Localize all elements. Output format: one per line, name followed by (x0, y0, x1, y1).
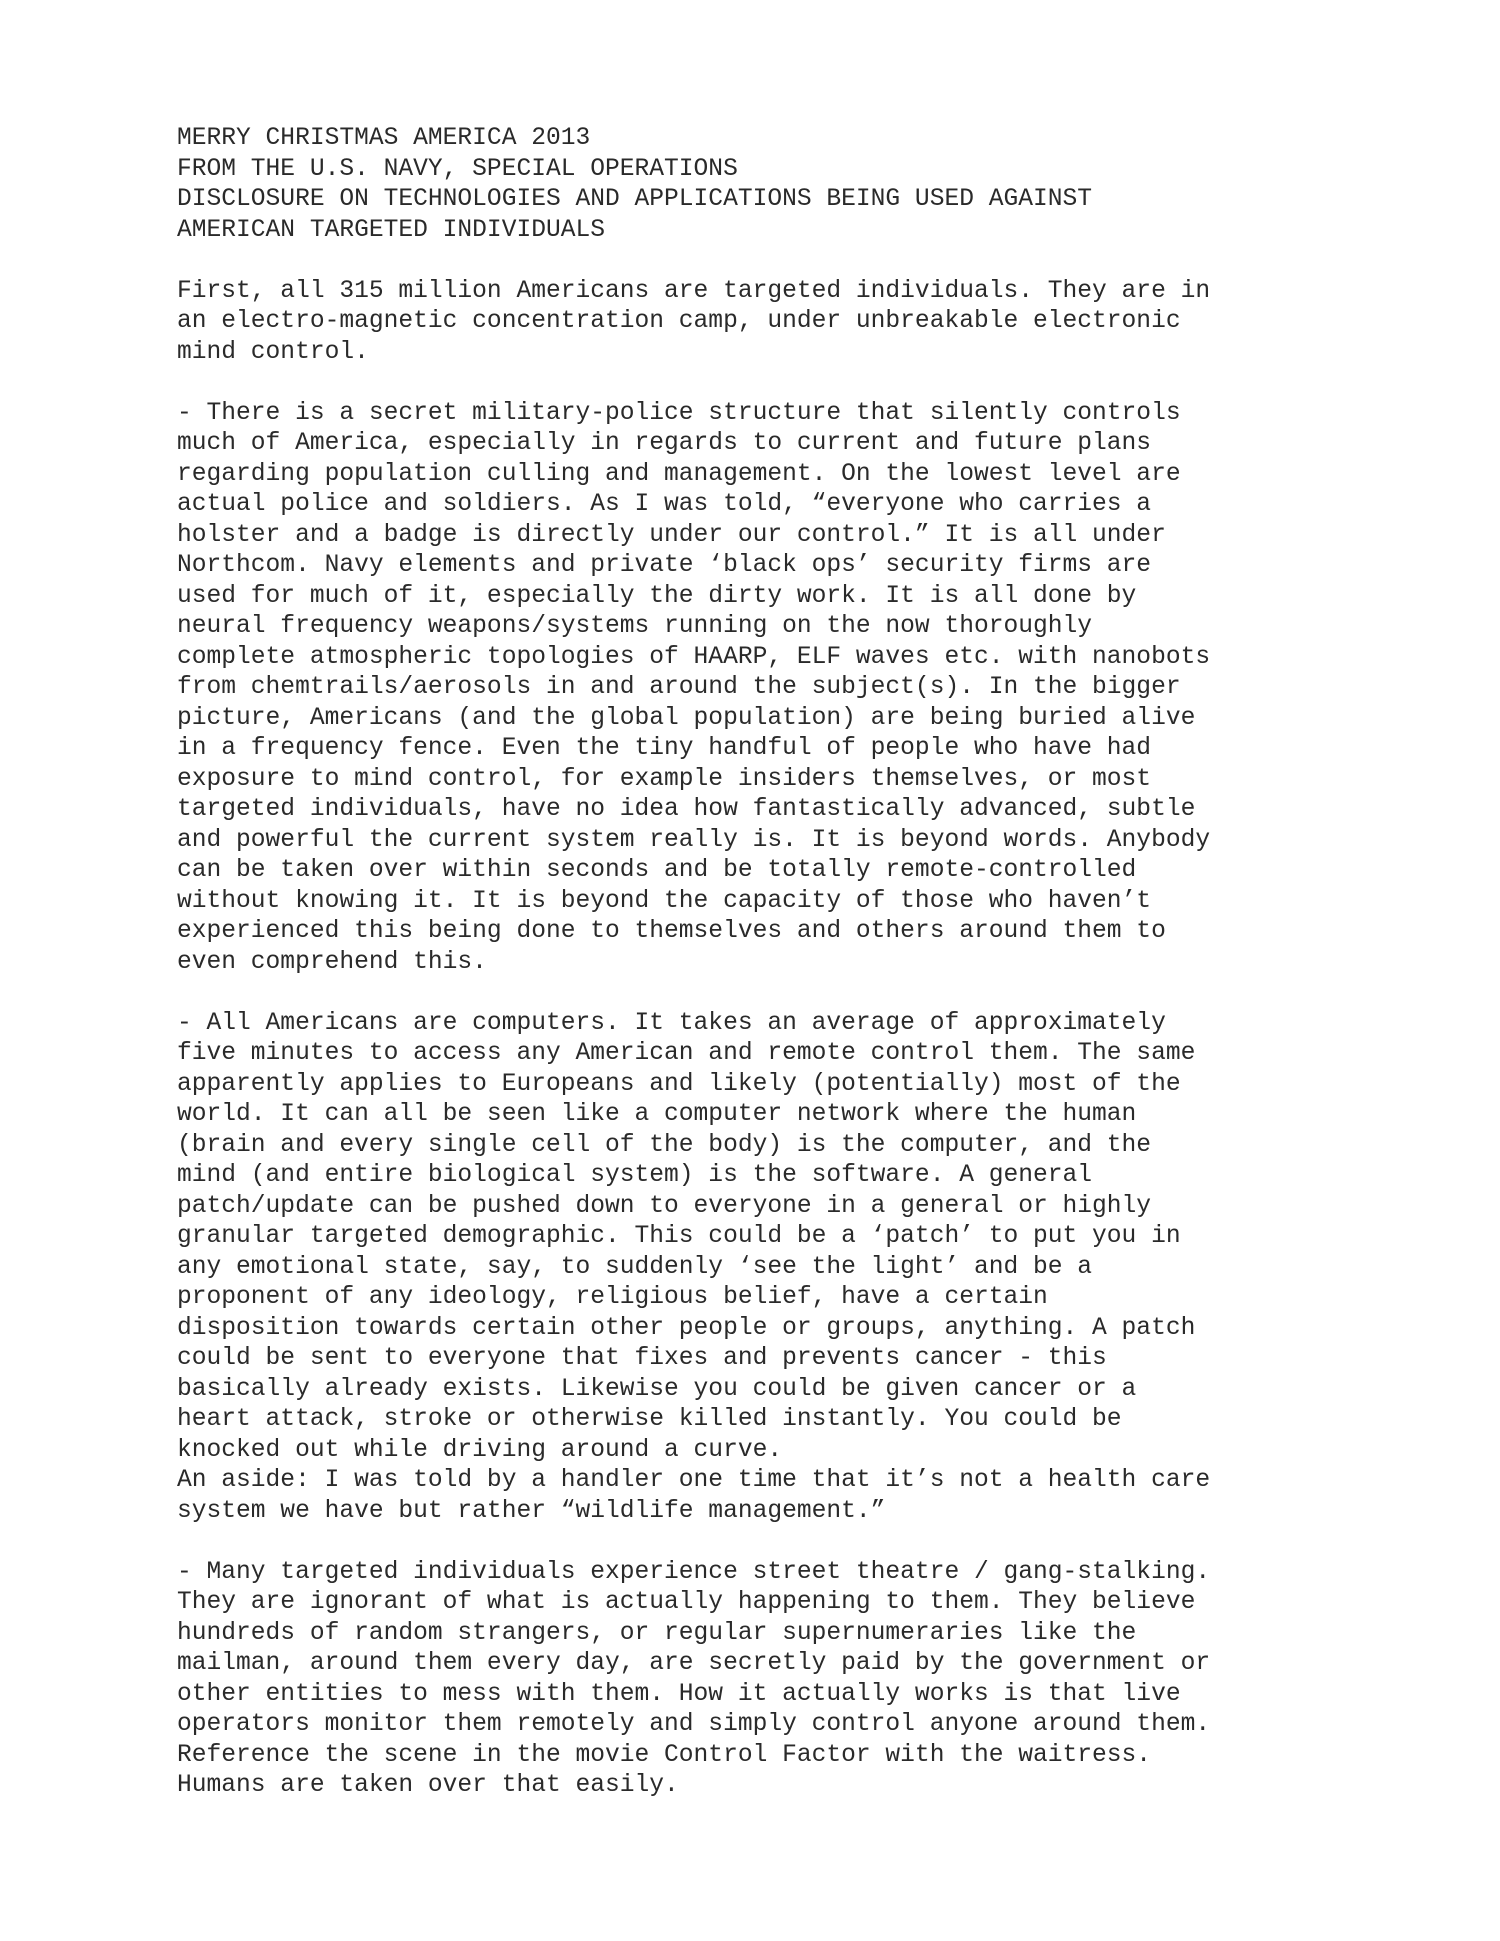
text-line: actual police and soldiers. As I was told, “everyone who carries a (177, 491, 1152, 518)
text-line: basically already exists. Likewise you could be given cancer or a (177, 1375, 1137, 1403)
paragraph-gang-stalking (177, 1558, 1357, 1802)
text-line: apparently applies to Europeans and likely (potentially) most of the (177, 1070, 1181, 1098)
text-line: Humans are taken over that easily. (177, 1772, 679, 1799)
paragraph-spacer (177, 1527, 1357, 1558)
document-header (177, 124, 1357, 246)
text-line: holster and a badge is directly under our control.” It is all under (177, 521, 1166, 549)
paragraph-computers (177, 1009, 1357, 1528)
paragraph-intro (177, 277, 1357, 369)
text-line: five minutes to access any American and remote control them. The same (177, 1040, 1196, 1067)
document-page (177, 124, 1357, 1802)
text-line: can be taken over within seconds and be totally remote-controlled (177, 857, 1137, 884)
text-line: an electro-magnetic concentration camp, under unbreakable electronic (177, 308, 1181, 335)
text-line: targeted individuals, have no idea how fantastically advanced, subtle (177, 796, 1196, 823)
text-line: could be sent to everyone that fixes and prevents cancer - this (177, 1345, 1107, 1372)
text-line: First, all 315 million Americans are targeted individuals. They are in (177, 277, 1211, 305)
text-line: They are ignorant of what is actually happening to them. They believe (177, 1589, 1196, 1616)
text-line: - Many targeted individuals experience street theatre / gang-stalking. (177, 1558, 1211, 1586)
text-line: knocked out while driving around a curve. (177, 1436, 783, 1464)
text-line: much of America, especially in regards to current and future plans (177, 430, 1152, 457)
paragraph-spacer (177, 978, 1357, 1009)
text-line: and powerful the current system really is. It is beyond words. Anybody (177, 826, 1211, 854)
text-line: without knowing it. It is beyond the capacity of those who haven’t (177, 887, 1152, 915)
text-line: complete atmospheric topologies of HAARP, ELF waves etc. with nanobots (177, 643, 1211, 671)
text-line: disposition towards certain other people or groups, anything. A patch (177, 1314, 1196, 1342)
text-line: operators monitor them remotely and simply control anyone around them. (177, 1711, 1211, 1738)
text-line: other entities to mess with them. How it actually works is that live (177, 1680, 1181, 1708)
text-line: An aside: I was told by a handler one time that it’s not a health care (177, 1467, 1211, 1494)
text-line: mailman, around them every day, are secretly paid by the government or (177, 1650, 1211, 1677)
text-line: heart attack, stroke or otherwise killed instantly. You could be (177, 1406, 1122, 1433)
text-line: system we have but rather “wildlife management.” (177, 1497, 886, 1525)
paragraph-spacer (177, 246, 1357, 277)
text-line: regarding population culling and management. On the lowest level are (177, 460, 1181, 488)
header-line: DISCLOSURE ON TECHNOLOGIES AND APPLICATIONS BEING USED AGAINST (177, 186, 1093, 213)
text-line: exposure to mind control, for example insiders themselves, or most (177, 765, 1152, 793)
text-line: used for much of it, especially the dirty work. It is all done by (177, 582, 1137, 610)
text-line: Reference the scene in the movie Control Factor with the waitress. (177, 1741, 1152, 1769)
text-line: any emotional state, say, to suddenly ‘see the light’ and be a (177, 1253, 1093, 1281)
text-line: granular targeted demographic. This could be a ‘patch’ to put you in (177, 1223, 1181, 1250)
text-line: experienced this being done to themselves and others around them to (177, 918, 1166, 945)
paragraph-military-police (177, 399, 1357, 979)
text-line: (brain and every single cell of the body) is the computer, and the (177, 1131, 1152, 1159)
text-line: world. It can all be seen like a computer network where the human (177, 1101, 1137, 1128)
text-line: Northcom. Navy elements and private ‘black ops’ security firms are (177, 552, 1152, 579)
text-line: neural frequency weapons/systems running on the now thoroughly (177, 613, 1093, 640)
paragraph-spacer (177, 368, 1357, 399)
text-line: even comprehend this. (177, 948, 487, 976)
text-line: picture, Americans (and the global population) are being buried alive (177, 704, 1196, 732)
text-line: in a frequency fence. Even the tiny handful of people who have had (177, 735, 1152, 762)
text-line: mind (and entire biological system) is the software. A general (177, 1162, 1093, 1189)
header-line: FROM THE U.S. NAVY, SPECIAL OPERATIONS (177, 155, 738, 183)
text-line: hundreds of random strangers, or regular supernumeraries like the (177, 1619, 1137, 1647)
text-line: patch/update can be pushed down to everyone in a general or highly (177, 1192, 1152, 1220)
text-line: from chemtrails/aerosols in and around the subject(s). In the bigger (177, 674, 1181, 701)
text-line: - All Americans are computers. It takes an average of approximately (177, 1009, 1166, 1037)
text-line: - There is a secret military-police structure that silently controls (177, 399, 1181, 427)
text-line: proponent of any ideology, religious belief, have a certain (177, 1284, 1048, 1311)
text-line: mind control. (177, 338, 369, 366)
header-line: MERRY CHRISTMAS AMERICA 2013 (177, 125, 591, 152)
header-line: AMERICAN TARGETED INDIVIDUALS (177, 216, 606, 244)
